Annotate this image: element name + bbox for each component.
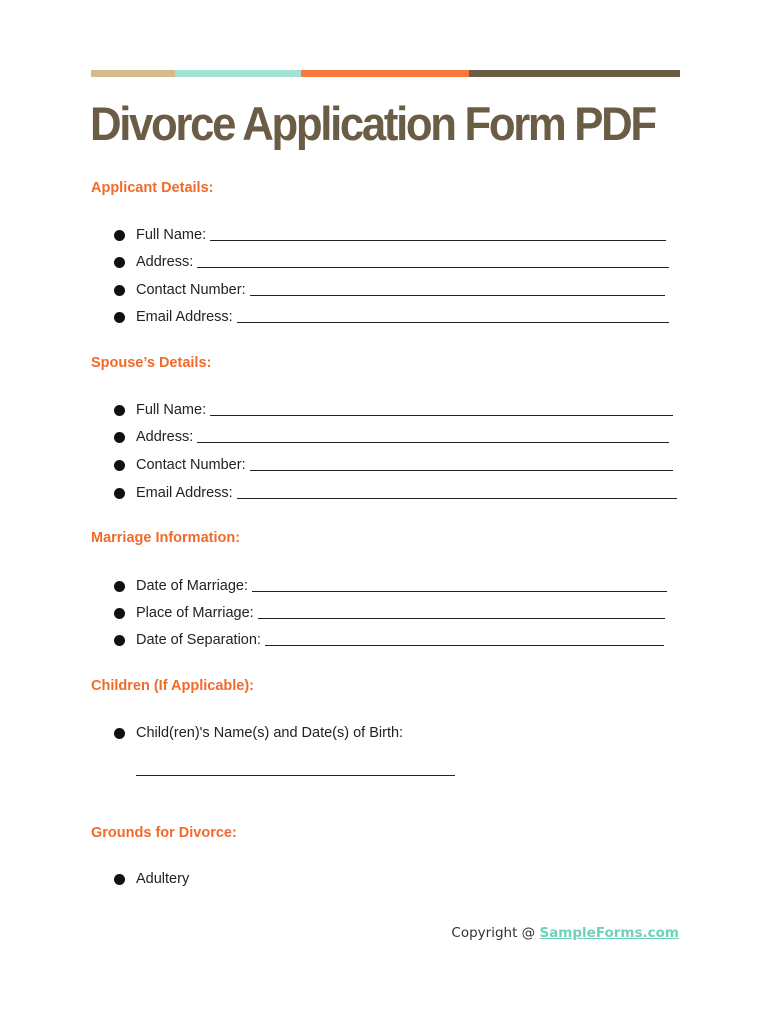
bullet-icon (114, 581, 125, 592)
color-bar-segment-brown (469, 70, 680, 77)
bullet-icon (114, 460, 125, 471)
applicant-email-field[interactable] (237, 309, 669, 323)
color-bar-segment-orange (301, 70, 469, 77)
section-heading-grounds: Grounds for Divorce: (91, 825, 237, 841)
applicant-address-row (114, 252, 669, 272)
place-of-marriage-row (114, 603, 665, 623)
section-heading-applicant: Applicant Details: (91, 180, 214, 196)
field-label: Adultery (136, 871, 190, 887)
bullet-icon (114, 312, 125, 323)
bullet-icon (114, 405, 125, 416)
spouse-email-field[interactable] (237, 485, 677, 499)
place-of-marriage-field[interactable] (258, 605, 665, 619)
date-of-separation-field[interactable] (265, 632, 664, 646)
document-title: Divorce Application Form PDF (90, 97, 655, 150)
date-of-separation-row (114, 630, 664, 650)
date-of-marriage-field[interactable] (252, 578, 667, 592)
field-label: Place of Marriage: (136, 605, 254, 621)
spouse-address-field[interactable] (197, 429, 669, 443)
grounds-adultery-row (114, 869, 189, 889)
spouse-contact-row (114, 455, 673, 475)
bullet-icon (114, 728, 125, 739)
section-heading-children: Children (If Applicable): (91, 678, 254, 694)
applicant-full-name-row (114, 225, 666, 245)
field-label: Child(ren)'s Name(s) and Date(s) of Birth: (136, 725, 404, 741)
applicant-contact-field[interactable] (250, 282, 665, 296)
field-label: Email Address: (136, 309, 233, 325)
color-bar-segment-mint (175, 70, 301, 77)
bullet-icon (114, 635, 125, 646)
children-names-field[interactable] (136, 775, 455, 776)
bullet-icon (114, 230, 125, 241)
spouse-address-row (114, 427, 669, 447)
applicant-contact-row (114, 280, 665, 300)
field-label: Email Address: (136, 485, 233, 501)
color-bar-segment-tan (91, 70, 175, 77)
copyright-notice (451, 925, 679, 941)
field-label: Full Name: (136, 227, 207, 243)
spouse-full-name-row (114, 400, 673, 420)
field-label: Date of Marriage: (136, 578, 249, 594)
date-of-marriage-row (114, 576, 667, 596)
bullet-icon (114, 285, 125, 296)
color-bar (91, 70, 680, 77)
field-label: Address: (136, 254, 194, 270)
field-label: Address: (136, 429, 194, 445)
applicant-address-field[interactable] (197, 254, 669, 268)
children-names-row (114, 723, 403, 743)
spouse-full-name-field[interactable] (210, 402, 673, 416)
bullet-icon (114, 874, 125, 885)
spouse-contact-field[interactable] (250, 457, 673, 471)
applicant-full-name-field[interactable] (210, 227, 666, 241)
brand-link[interactable]: SampleForms.com (539, 925, 679, 941)
bullet-icon (114, 432, 125, 443)
field-label: Date of Separation: (136, 632, 261, 648)
applicant-email-row (114, 307, 669, 327)
bullet-icon (114, 488, 125, 499)
bullet-icon (114, 257, 125, 268)
section-heading-marriage: Marriage Information: (91, 530, 241, 546)
section-heading-spouse: Spouse’s Details: (91, 355, 212, 371)
field-label: Contact Number: (136, 282, 246, 298)
field-label: Contact Number: (136, 457, 246, 473)
field-label: Full Name: (136, 402, 207, 418)
copyright-prefix: Copyright @ (451, 925, 540, 941)
bullet-icon (114, 608, 125, 619)
spouse-email-row (114, 483, 677, 503)
